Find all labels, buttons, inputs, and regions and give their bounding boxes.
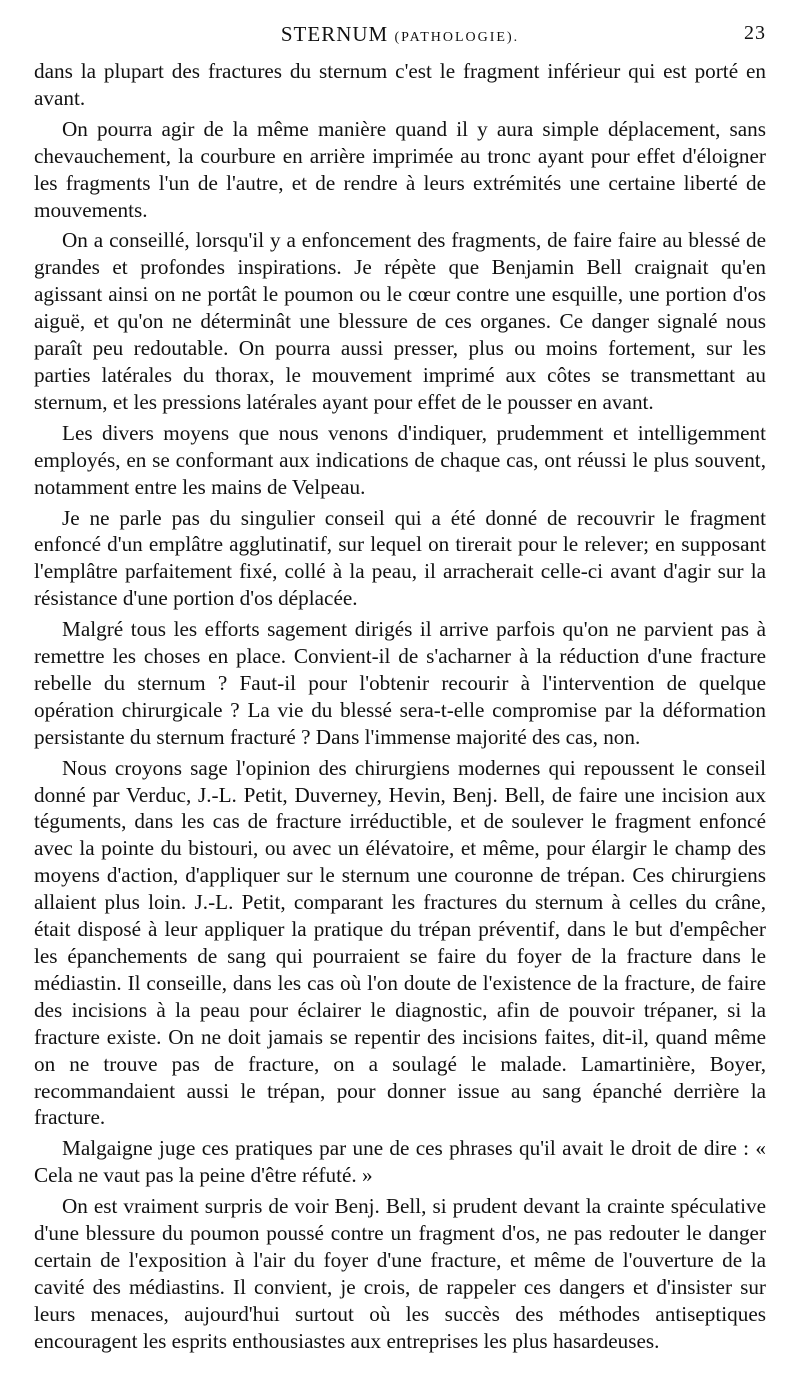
paragraph: Malgaigne juge ces pratiques par une de ces phrases qu'il avait le droit de dire : « Cela ne vaut pas la peine d'être réfuté. » [34, 1136, 766, 1188]
header-subtitle: (PATHOLOGIE). [394, 30, 520, 45]
running-title [34, 22, 766, 47]
body-text [34, 58, 766, 1355]
book-page [34, 22, 766, 1359]
paragraph: Malgré tous les efforts sagement dirigés il arrive parfois qu'on ne parvient pas à remettre les choses en place. Convient-il de s'acharner à la réduction d'une fracture rebelle du sternum ? Faut-il pour l'obtenir recourir à l'intervention de quelque opération chirurgicale ? La vie du blessé sera-t-elle compromise par la déformation persistante du sternum fracturé ? Dans l'immense majorité des cas, non. [34, 617, 766, 749]
paragraph: On est vraiment surpris de voir Benj. Bell, si prudent devant la crainte spéculative d'une blessure du poumon poussé contre un fragment d'os, ne pas redouter le danger certain de l'exposition à l'air du foyer d'une fracture, et même de l'ouverture de la cavité des médiastins. Il convient, je crois, de rappeler ces dangers et d'insister sur leurs menaces, aujourd'hui surtout où les succès des méthodes antiseptiques encouragent les esprits enthousiastes aux entreprises les plus hasardeuses. [34, 1194, 766, 1353]
paragraph: Je ne parle pas du singulier conseil qui a été donné de recouvrir le fragment enfoncé d'un emplâtre agglutinatif, sur lequel on tirerait pour le relever; en supposant l'emplâtre parfaitement fixé, collé à la peau, il arracherait celle-ci avant d'agir sur la résistance d'une portion d'os déplacée. [34, 505, 766, 611]
paragraph: Les divers moyens que nous venons d'indiquer, prudemment et intelligemment employés, en se conformant aux indications de chaque cas, ont réussi le plus souvent, notamment entre les mains de Velpeau. [34, 420, 766, 499]
running-header [34, 22, 766, 58]
page-number: 23 [744, 22, 766, 44]
paragraph: Nous croyons sage l'opinion des chirurgiens modernes qui repoussent le conseil donné par Verduc, J.-L. Petit, Duverney, Hevin, Benj. Bell, de faire une incision aux téguments, dans les cas de fracture irréductible, et de soulever le fragment enfoncé avec la pointe du bistouri, ou avec un élévatoire, et même, pour élargir le champ des moyens d'action, d'appliquer sur le sternum une couronne de trépan. Ces chirurgiens allaient plus loin. J.-L. Petit, comparant les fractures du sternum à celles du crâne, était disposé à leur appliquer la pratique du trépan préventif, dans le but d'empêcher les épanchements de sang qui pourraient se faire du foyer de la fracture dans le médiastin. Il conseille, dans les cas où l'on doute de l'existence de la fracture, de faire des incisions à la peau pour éclairer le diagnostic, afin de pouvoir trépaner, si la fracture existe. On ne doit jamais se repentir des incisions faites, dit-il, quand même on ne trouve pas de fracture, on a soulagé le malade. Lamartinière, Boyer, recommandaient aussi le trépan, pour donner issue au sang épanché derrière la fracture. [34, 755, 766, 1130]
paragraph: On pourra agir de la même manière quand il y aura simple déplacement, sans chevauchement, la courbure en arrière imprimée au tronc ayant pour effet d'éloigner les fragments l'un de l'autre, et de rendre à leurs extrémités une certaine liberté de mouvements. [34, 116, 766, 222]
paragraph: On a conseillé, lorsqu'il y a enfoncement des fragments, de faire faire au blessé de grandes et profondes inspirations. Je répète que Benjamin Bell craignait qu'en agissant ainsi on ne portât le poumon ou le cœur contre une esquille, une portion d'os aiguë, et qu'on ne déterminât une blessure de ces organes. Ce danger signalé nous paraît peu redoutable. On pourra aussi presser, plus ou moins fortement, sur les parties latérales du thorax, le mouvement imprimé aux côtes se transmettant au sternum, et les pressions latérales ayant pour effet de le pousser en avant. [34, 228, 766, 414]
header-title: STERNUM [280, 22, 389, 46]
paragraph: dans la plupart des fractures du sternum c'est le fragment inférieur qui est porté en avant. [34, 59, 766, 110]
